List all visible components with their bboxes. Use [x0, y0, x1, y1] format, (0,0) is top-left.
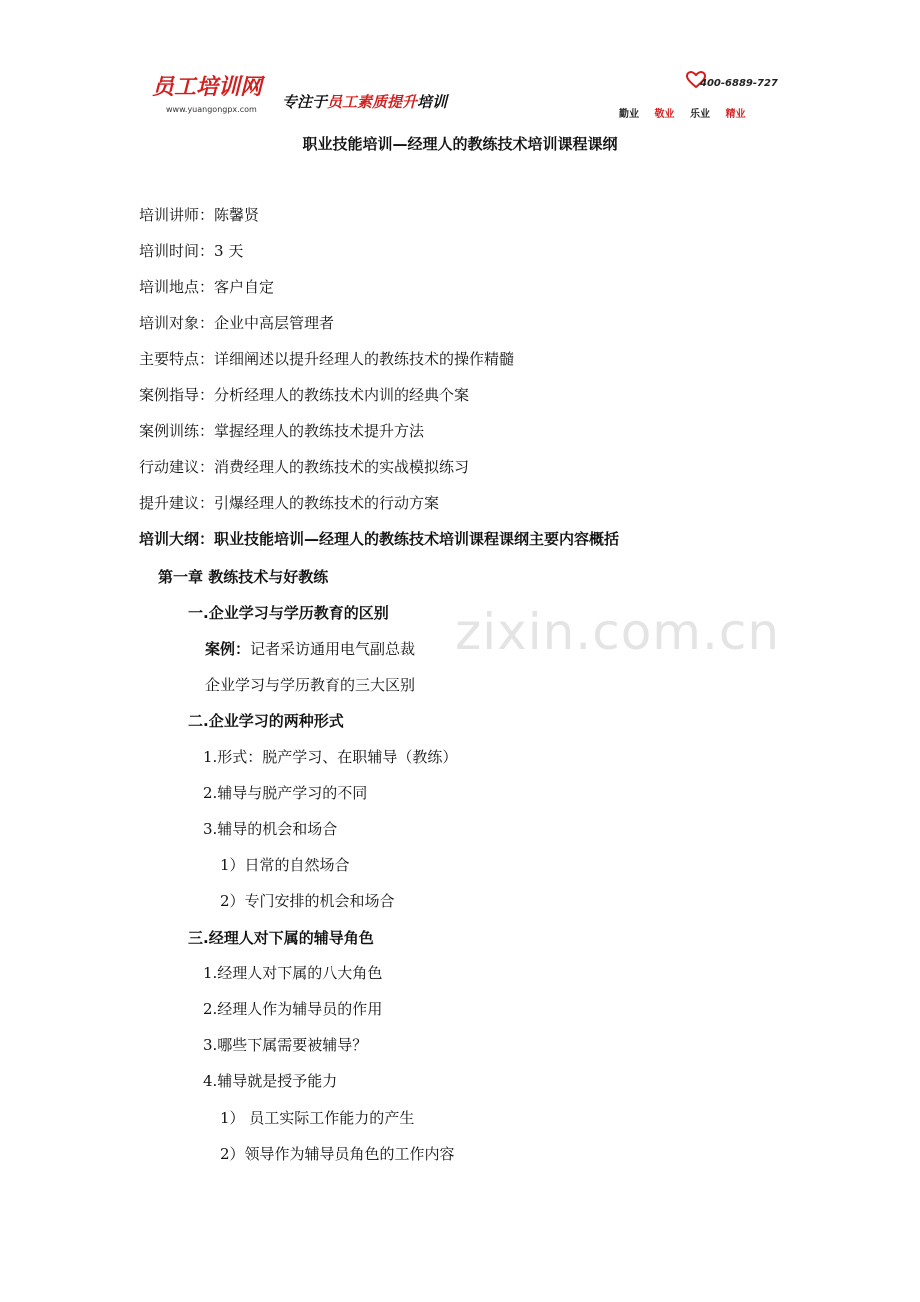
value-3: 乐业 — [689, 109, 710, 120]
logo-url: www.yuangongpx.com — [166, 105, 257, 114]
value-1: 勤业 — [619, 109, 639, 120]
list-item: 3.哪些下属需要被辅导？ — [203, 1036, 368, 1054]
section-heading: 二.企业学习的两种形式 — [188, 712, 344, 730]
info-value: 消费经理人的教练技术的实战模拟练习 — [214, 458, 470, 476]
info-label: 提升建议： — [139, 494, 215, 512]
info-line-audience — [139, 312, 334, 333]
section-heading: 一.企业学习与学历教育的区别 — [188, 604, 389, 622]
list-item: 2.经理人作为辅导员的作用 — [203, 1000, 383, 1018]
watermark: zixin.com.cn — [455, 603, 781, 661]
chapter-heading: 第一章 教练技术与好教练 — [158, 568, 329, 586]
info-label: 案例训练： — [139, 422, 215, 440]
case-line — [205, 638, 415, 659]
info-value: 详细阐述以提升经理人的教练技术的操作精髓 — [214, 350, 515, 368]
slogan-prefix: 专注于 — [282, 93, 328, 111]
logo-name: 员工培训网 — [152, 75, 263, 100]
section-heading: 三.经理人对下属的辅导角色 — [188, 929, 374, 947]
info-label: 行动建议： — [139, 458, 215, 476]
info-value: 引爆经理人的教练技术的行动方案 — [214, 494, 440, 512]
info-label: 培训对象： — [139, 314, 215, 332]
info-label: 主要特点： — [139, 350, 215, 368]
slogan-suffix: 培训 — [417, 93, 448, 111]
info-line-improvement — [139, 492, 439, 513]
info-line-location — [139, 276, 274, 297]
phone-number: 400-6889-727 — [700, 78, 778, 89]
info-line-instructor — [139, 204, 259, 225]
info-label: 案例指导： — [139, 386, 215, 404]
list-item: 4.辅导就是授予能力 — [203, 1072, 338, 1090]
value-2: 敬业 — [654, 109, 675, 120]
outline-heading: 培训大纲：职业技能培训—经理人的教练技术培训课程课纲主要内容概括 — [139, 530, 620, 548]
info-value: 3 天 — [214, 242, 244, 260]
info-line-duration — [139, 240, 243, 261]
info-label: 培训时间： — [139, 242, 215, 260]
info-value: 分析经理人的教练技术内训的经典个案 — [214, 386, 470, 404]
sub-item: 1） 员工实际工作能力的产生 — [220, 1109, 415, 1127]
info-line-action — [139, 456, 469, 477]
list-item: 3.辅导的机会和场合 — [203, 820, 338, 838]
page-header — [0, 0, 920, 125]
list-item: 2.辅导与脱产学习的不同 — [203, 784, 368, 802]
sub-item: 2）领导作为辅导员角色的工作内容 — [220, 1145, 455, 1163]
info-value: 陈馨贤 — [214, 206, 260, 224]
info-value: 企业中高层管理者 — [214, 314, 335, 332]
info-line-features — [139, 348, 514, 369]
sub-item: 1）日常的自然场合 — [220, 856, 350, 874]
info-value: 客户自定 — [214, 278, 275, 296]
info-line-case-training — [139, 420, 424, 441]
info-value: 掌握经理人的教练技术提升方法 — [214, 422, 425, 440]
list-item: 1.形式：脱产学习、在职辅导（教练） — [203, 748, 458, 766]
case-label: 案例： — [205, 640, 251, 658]
info-label: 培训讲师： — [139, 206, 215, 224]
document-title: 职业技能培训—经理人的教练技术培训课程课纲 — [302, 135, 618, 153]
info-label: 培训地点： — [139, 278, 215, 296]
case-text: 记者采访通用电气副总裁 — [250, 640, 416, 658]
list-item: 1.经理人对下属的八大角色 — [203, 964, 383, 982]
core-values — [619, 105, 757, 120]
info-line-case-guidance — [139, 384, 469, 405]
value-4: 精业 — [725, 109, 746, 120]
slogan — [282, 91, 447, 112]
slogan-highlight: 员工素质提升 — [327, 93, 418, 111]
sub-item: 2）专门安排的机会和场合 — [220, 892, 395, 910]
list-item: 企业学习与学历教育的三大区别 — [205, 676, 416, 694]
